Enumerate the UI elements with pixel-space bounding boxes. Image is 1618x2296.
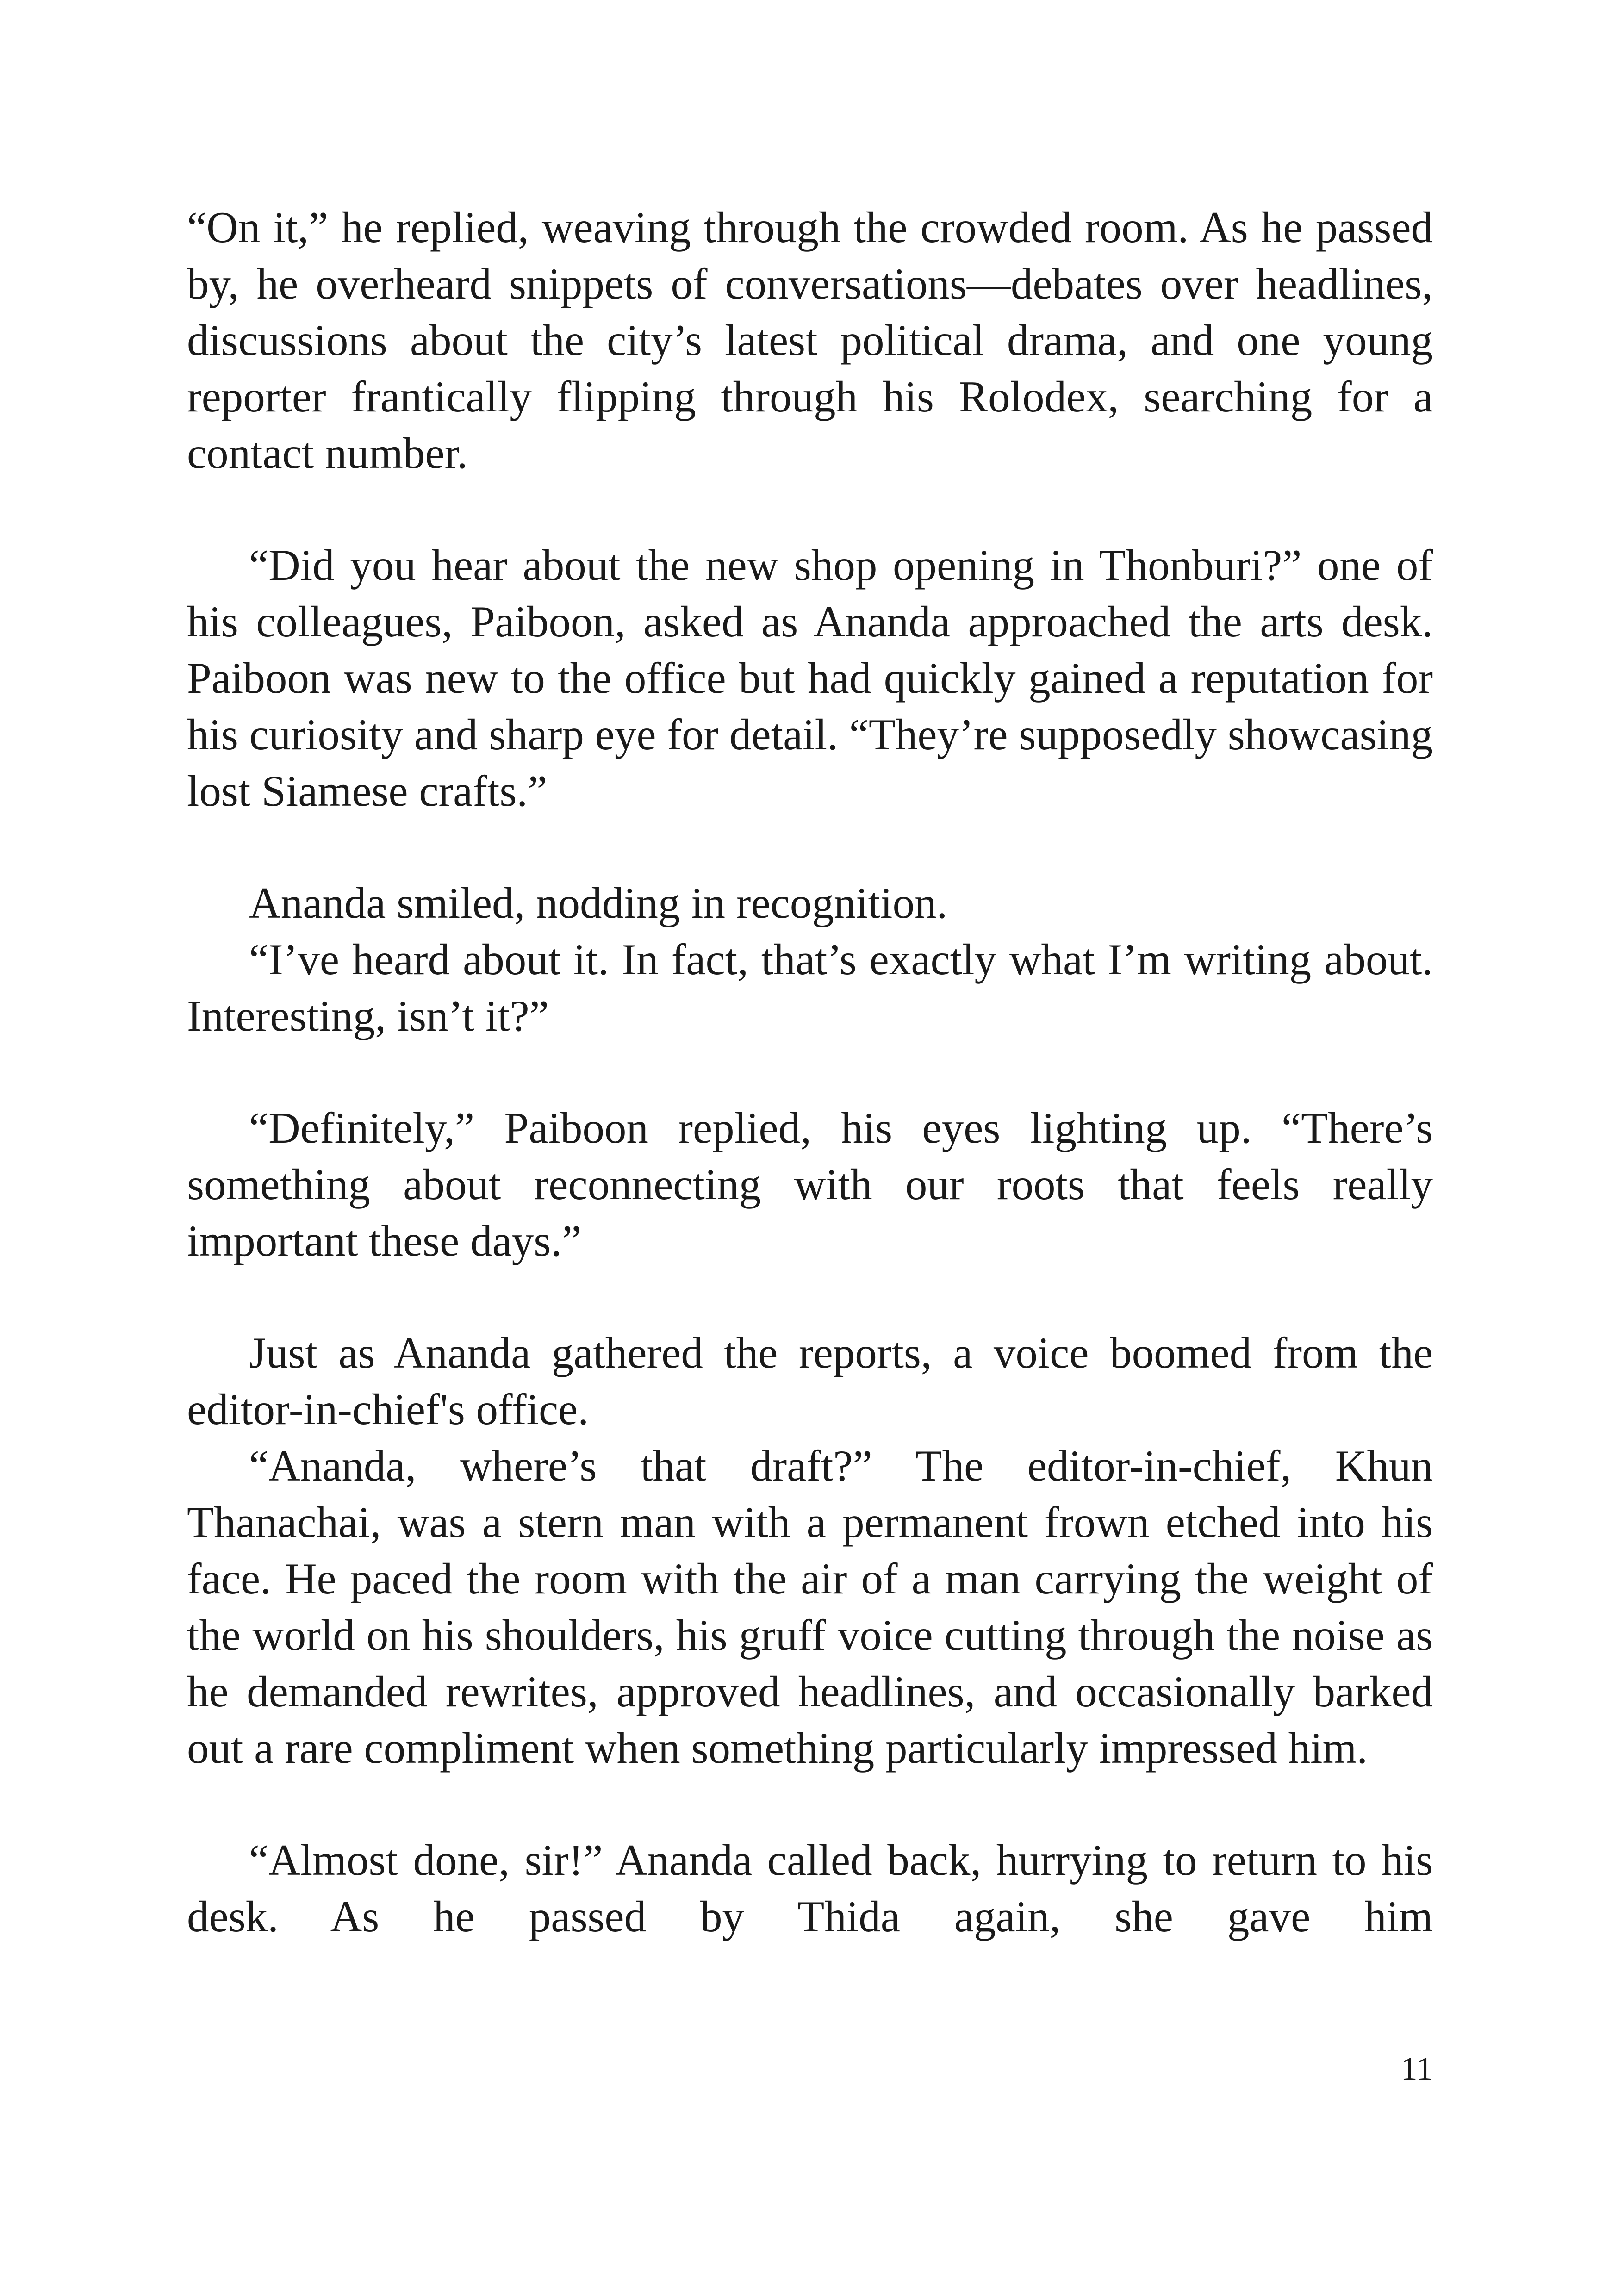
paragraph: Just as Ananda gathered the reports, a voice boomed from the editor-in-chief's office. [187,1328,1433,1434]
body-text [187,199,1433,1945]
paragraph: Ananda smiled, nodding in recognition. [249,878,948,927]
page-number: 11 [1400,2050,1433,2087]
paragraph: “I’ve heard about it. In fact, that’s exactly what I’m writing about. Interesting, isn’t it?” [187,935,1433,1040]
paragraph: “On it,” he replied, weaving through the crowded room. As he passed by, he overheard snippets of conversations—debates over headlines, discussions about the city’s latest political drama, and one young reporter frantically flipping through his Rolodex, searching for a contact number. [187,203,1433,478]
paragraph: “Almost done, sir!” Ananda called back, hurrying to return to his desk. As he passed by Thida again, she gave him [187,1836,1433,1941]
paragraph: “Definitely,” Paiboon replied, his eyes lighting up. “There’s something about reconnecting with our roots that feels really important these days.” [187,1103,1433,1265]
paragraph: “Did you hear about the new shop opening in Thonburi?” one of his colleagues, Paiboon, asked as Ananda approached the arts desk. Paiboon was new to the office but had quickly gained a reputation for his curiosity and sharp eye for detail. “They’re supposedly showcasing lost Siamese crafts.” [187,541,1433,815]
paragraph: “Ananda, where’s that draft?” The editor-in-chief, Khun Thanachai, was a stern man with a permanent frown etched into his face. He paced the room with the air of a man carrying the weight of the world on his shoulders, his gruff voice cutting through the noise as he demanded rewrites, approved headlines, and occasionally barked out a rare compliment when something particularly impressed him. [187,1441,1433,1773]
